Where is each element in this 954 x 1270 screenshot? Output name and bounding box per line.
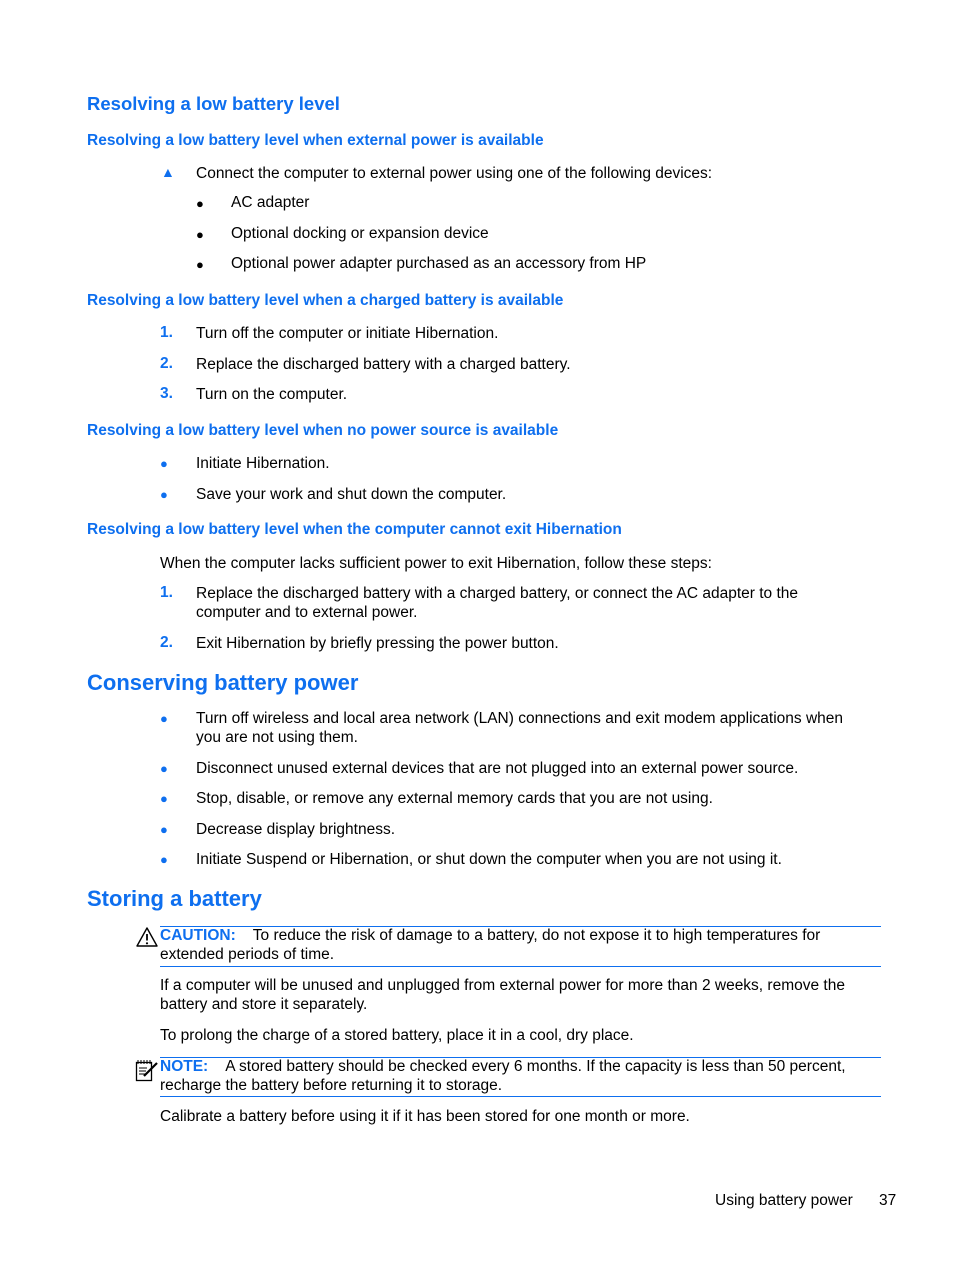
list-item: Initiate Hibernation.: [196, 455, 330, 472]
step-number: 1.: [160, 584, 173, 601]
bullet-icon: ●: [160, 487, 168, 502]
section-title-conserving: Conserving battery power: [87, 670, 359, 695]
list-item: Disconnect unused external devices that are not plugged into an external power source.: [196, 760, 799, 777]
step-text: Connect the computer to external power using one of the following devices:: [196, 165, 713, 182]
list-item: Stop, disable, or remove any external memory cards that you are not using.: [196, 790, 713, 807]
bullet-icon: ●: [196, 227, 204, 242]
paragraph-continued: battery and store it separately.: [160, 996, 368, 1013]
list-item-continued: you are not using them.: [196, 729, 358, 746]
note-line-1: A stored battery should be checked every 6 months. If the capacity is less than 50 percent,: [225, 1058, 846, 1075]
page-number: 37: [879, 1192, 897, 1209]
bullet-icon: ●: [160, 761, 168, 776]
footer-section-title: Using battery power: [715, 1192, 853, 1209]
subsection-title-external-power: Resolving a low battery level when external power is available: [87, 132, 544, 149]
step-text: Exit Hibernation by briefly pressing the power button.: [196, 635, 559, 652]
list-item: Optional power adapter purchased as an accessory from HP: [231, 255, 647, 272]
list-item: Optional docking or expansion device: [231, 225, 489, 242]
intro-text: When the computer lacks sufficient power to exit Hibernation, follow these steps:: [160, 555, 712, 572]
subsection-title-cannot-exit: Resolving a low battery level when the computer cannot exit Hibernation: [87, 521, 622, 538]
warning-triangle-icon: [136, 927, 158, 947]
list-item: Initiate Suspend or Hibernation, or shut down the computer when you are not using it.: [196, 851, 782, 868]
note-text: [160, 1057, 846, 1076]
bullet-icon: ●: [160, 852, 168, 867]
list-item: AC adapter: [231, 194, 310, 211]
note-icon: [135, 1058, 159, 1082]
step-text: Turn off the computer or initiate Hibernation.: [196, 325, 499, 342]
paragraph: To prolong the charge of a stored battery, place it in a cool, dry place.: [160, 1027, 634, 1044]
step-text-continued: computer and to external power.: [196, 604, 418, 621]
list-item: Turn off wireless and local area network (LAN) connections and exit modem applications when: [196, 710, 844, 727]
bullet-icon: ●: [160, 822, 168, 837]
bullet-icon: ●: [160, 711, 168, 726]
note-line-2: recharge the battery before returning it to storage.: [160, 1077, 503, 1094]
subsection-title-charged-battery: Resolving a low battery level when a charged battery is available: [87, 292, 564, 309]
caution-bottom-rule: [160, 966, 881, 967]
step-number: 3.: [160, 385, 173, 402]
bullet-icon: ●: [196, 257, 204, 272]
step-text: Turn on the computer.: [196, 386, 348, 403]
caution-line-1: To reduce the risk of damage to a battery, do not expose it to high temperatures for: [252, 927, 821, 944]
subsection-title-no-power: Resolving a low battery level when no power source is available: [87, 422, 559, 439]
paragraph: Calibrate a battery before using it if it has been stored for one month or more.: [160, 1108, 690, 1125]
step-number: 2.: [160, 355, 173, 372]
section-title-low-battery: Resolving a low battery level: [87, 93, 340, 114]
caution-line-2: extended periods of time.: [160, 946, 335, 963]
section-title-storing: Storing a battery: [87, 886, 262, 911]
caution-text: [160, 926, 820, 945]
bullet-icon: ●: [160, 456, 168, 471]
caution-label: CAUTION:: [160, 927, 236, 944]
step-text: Replace the discharged battery with a charged battery.: [196, 356, 571, 373]
step-triangle-icon: ▲: [161, 164, 175, 180]
step-text: Replace the discharged battery with a charged battery, or connect the AC adapter to the: [196, 585, 798, 602]
step-number: 2.: [160, 634, 173, 651]
note-bottom-rule: [160, 1096, 881, 1097]
paragraph: If a computer will be unused and unplugged from external power for more than 2 weeks, remove the: [160, 977, 845, 994]
bullet-icon: ●: [196, 196, 204, 211]
step-number: 1.: [160, 324, 173, 341]
list-item: Save your work and shut down the computer.: [196, 486, 507, 503]
list-item: Decrease display brightness.: [196, 821, 396, 838]
note-label: NOTE:: [160, 1058, 209, 1075]
bullet-icon: ●: [160, 791, 168, 806]
